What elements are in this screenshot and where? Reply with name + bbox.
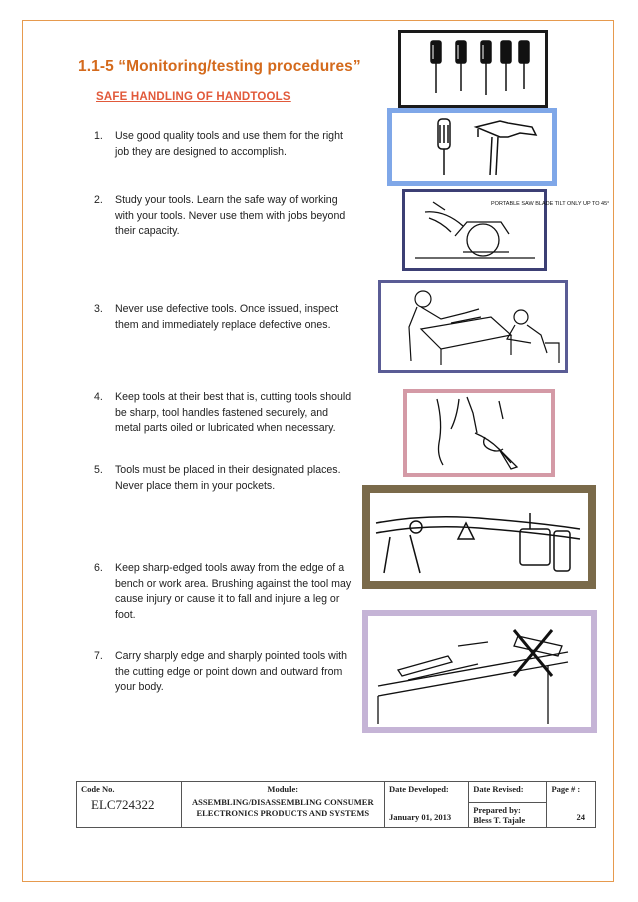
date-developed-value: January 01, 2013 xyxy=(389,812,452,822)
item-text: Keep tools at their best that is, cutting tools should be sharp, tool handles fastened securely, and metal parts oiled or lubricated when necessary. xyxy=(115,391,352,434)
item-text: Study your tools. Learn the safe way of working with your tools. Never use them with jobs beyond their capacity. xyxy=(115,194,346,237)
module-label: Module: xyxy=(267,784,299,794)
page-number: 24 xyxy=(576,812,585,822)
item-text: Carry sharply edge and sharply pointed tools with the cutting edge or point down and outward from your body. xyxy=(115,650,348,693)
screwdriver-hammer-illustration xyxy=(387,108,557,186)
item-number: 2. xyxy=(94,194,103,206)
item-number: 7. xyxy=(94,650,103,662)
knife-grip-illustration xyxy=(403,389,555,477)
item-number: 6. xyxy=(94,562,103,574)
date-developed-label: Date Developed: xyxy=(389,784,449,794)
item-text: Tools must be placed in their designated places. Never place them in your pockets. xyxy=(115,464,341,492)
page-title: 1.1-5 “Monitoring/testing procedures” xyxy=(78,58,361,75)
code-label: Code No. xyxy=(81,784,115,794)
date-revised-label: Date Revised: xyxy=(469,782,547,803)
workers-bench-illustration xyxy=(378,280,568,373)
bench-edge-tools-illustration xyxy=(362,610,597,733)
module-value: ASSEMBLING/DISASSEMBLING CONSUMER ELECTRONICS PRODUCTS AND SYSTEMS xyxy=(191,797,374,818)
screwdrivers-illustration xyxy=(398,30,548,108)
item-number: 3. xyxy=(94,303,103,315)
item-number: 5. xyxy=(94,464,103,476)
page-label: Page # : xyxy=(551,784,581,794)
section-subtitle: SAFE HANDLING OF HANDTOOLS xyxy=(96,91,291,103)
prepared-by-label: Prepared by: xyxy=(473,805,521,815)
code-value: ELC724322 xyxy=(91,797,155,812)
document-footer-table xyxy=(76,781,596,828)
saw-label: PORTABLE SAW BLADE TILT ONLY UP TO 45° xyxy=(491,201,610,207)
item-number: 1. xyxy=(94,130,103,142)
item-text: Never use defective tools. Once issued, inspect them and immediately replace defective ones. xyxy=(115,303,339,331)
item-text: Keep sharp-edged tools away from the edge of a bench or work area. Brushing against the tool may cause injury or cause it to fall and injure a leg or foot. xyxy=(115,562,352,621)
tool-belt-illustration xyxy=(362,485,596,589)
prepared-by-value: Bless T. Tajale xyxy=(473,815,526,825)
portable-saw-illustration xyxy=(402,189,610,271)
item-number: 4. xyxy=(94,391,103,403)
item-text: Use good quality tools and use them for the right job they are designed to accomplish. xyxy=(115,130,343,158)
